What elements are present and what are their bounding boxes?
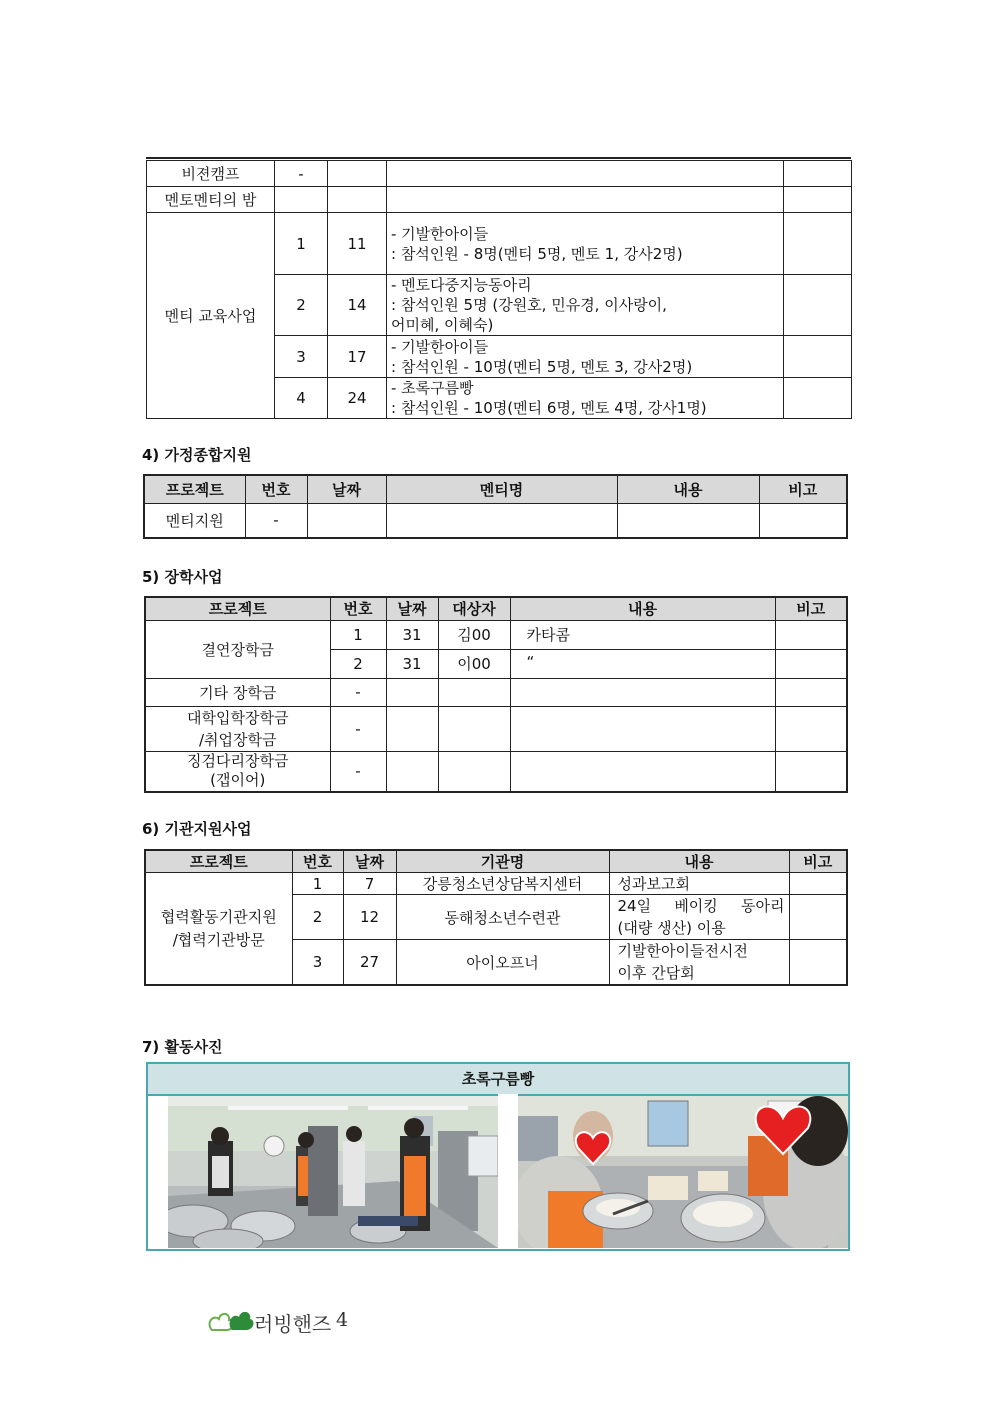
project-cell [145, 873, 292, 986]
note-cell [789, 873, 847, 895]
note-cell [789, 940, 847, 986]
num-cell: - [330, 706, 386, 751]
content-cell [617, 503, 759, 538]
content-cell [387, 336, 784, 378]
section-title: 5) 장학사업 [142, 568, 223, 586]
org-cell: 아이오프너 [396, 940, 609, 986]
project-line: (갭이어) [210, 771, 266, 790]
date-cell [307, 503, 386, 538]
num-cell: 1 [292, 873, 343, 895]
page-number: 4 [336, 1309, 349, 1331]
note-cell [775, 706, 847, 751]
num-cell: 1 [330, 620, 386, 649]
column-header: 프로젝트 [145, 850, 292, 873]
project-line: 협력활동기관지원 [160, 907, 277, 926]
date-cell: 27 [343, 940, 396, 986]
column-header: 내용 [510, 597, 775, 620]
note-cell [775, 751, 847, 792]
date-cell: 11 [328, 213, 387, 275]
column-header: 날짜 [307, 475, 386, 503]
content-cell [387, 161, 784, 187]
content-cell [609, 940, 789, 986]
content-line: : 참석인원 - 10명(멘티 5명, 멘토 3, 강사2명) [391, 357, 693, 376]
date-cell: 31 [386, 620, 438, 649]
date-cell [386, 678, 438, 706]
content-line: : 참석인원 - 8명(멘티 5명, 멘토 1, 강사2명) [391, 244, 683, 263]
table-row [145, 706, 847, 751]
content-cell [387, 378, 784, 419]
num-cell: - [245, 503, 307, 538]
date-cell: 17 [328, 336, 387, 378]
family-support-table [143, 474, 848, 539]
note-cell [775, 620, 847, 649]
target-cell [438, 706, 510, 751]
content-line: 기발한아이들전시전 [617, 942, 748, 960]
project-line: /협력기관방문 [172, 930, 265, 949]
content-line: - 기발한아이들 [391, 337, 489, 356]
table-row [147, 161, 852, 187]
table-header-row [145, 597, 847, 620]
table-header-row [144, 475, 847, 503]
project-cell [145, 751, 330, 792]
note-cell [784, 336, 852, 378]
table-row [145, 620, 847, 649]
institution-support-table [144, 849, 848, 986]
note-cell [784, 187, 852, 213]
content-line: : 참석인원 5명 (강원호, 민유경, 이사랑이, [391, 296, 667, 314]
date-cell: 24 [328, 378, 387, 419]
project-cell: 멘티지원 [144, 503, 245, 538]
table-row [147, 213, 852, 275]
footer-brand: 러빙핸즈 [254, 1312, 332, 1336]
column-header: 비고 [775, 597, 847, 620]
num-cell: - [330, 751, 386, 792]
note-cell [775, 678, 847, 706]
org-cell: 동해청소년수련관 [396, 895, 609, 940]
content-cell [387, 213, 784, 275]
column-header: 번호 [245, 475, 307, 503]
column-header: 내용 [617, 475, 759, 503]
date-cell: 14 [328, 275, 387, 336]
column-header: 날짜 [386, 597, 438, 620]
program-table [146, 160, 852, 419]
project-line: /취업장학금 [198, 730, 277, 749]
column-header: 멘티명 [386, 475, 617, 503]
org-cell: 강릉청소년상담복지센터 [396, 873, 609, 895]
content-cell: 카타콤 [510, 620, 775, 649]
project-cell: 멘티 교육사업 [147, 213, 275, 419]
column-header: 비고 [789, 850, 847, 873]
note-cell [784, 161, 852, 187]
column-header: 프로젝트 [144, 475, 245, 503]
column-header: 프로젝트 [145, 597, 330, 620]
column-header: 번호 [330, 597, 386, 620]
photo-divider [498, 1094, 518, 1249]
content-line: 이후 간담회 [617, 964, 695, 982]
table1-top-rule [146, 157, 851, 159]
project-cell [145, 706, 330, 751]
date-cell [386, 706, 438, 751]
target-cell [438, 751, 510, 792]
content-cell [387, 187, 784, 213]
content-line: - 멘토다중지능동아리 [391, 276, 532, 294]
note-cell [789, 895, 847, 940]
num-cell: - [275, 161, 328, 187]
section-title: 7) 활동사진 [142, 1038, 223, 1056]
table-row [144, 503, 847, 538]
content-line: 24일 베이킹 동아리 [617, 897, 785, 915]
note-cell [784, 275, 852, 336]
content-cell: “ [510, 649, 775, 678]
num-cell: 2 [292, 895, 343, 940]
project-cell: 비젼캠프 [147, 161, 275, 187]
num-cell: - [330, 678, 386, 706]
num-cell: 4 [275, 378, 328, 419]
photo-header: 초록구름빵 [148, 1064, 848, 1096]
date-cell: 12 [343, 895, 396, 940]
target-cell [438, 678, 510, 706]
content-line: - 초록구름빵 [391, 379, 474, 397]
note-cell [759, 503, 847, 538]
content-cell [510, 751, 775, 792]
table-header-row [145, 850, 847, 873]
target-cell: 이00 [438, 649, 510, 678]
column-header: 기관명 [396, 850, 609, 873]
activity-photo-2 [518, 1096, 848, 1248]
column-header: 내용 [609, 850, 789, 873]
table-row [145, 678, 847, 706]
table-row [145, 873, 847, 895]
date-cell [386, 751, 438, 792]
section-title: 6) 기관지원사업 [142, 820, 252, 838]
project-cell: 멘토멘티의 밤 [147, 187, 275, 213]
content-line: 어미혜, 이혜숙) [391, 316, 494, 334]
content-line: - 기발한아이들 [391, 224, 489, 243]
target-cell: 김00 [438, 620, 510, 649]
note-cell [775, 649, 847, 678]
project-line: 대학입학장학금 [187, 708, 289, 727]
num-cell: 3 [275, 336, 328, 378]
num-cell: 2 [330, 649, 386, 678]
column-header: 번호 [292, 850, 343, 873]
activity-photo-1 [168, 1096, 498, 1248]
num-cell [275, 187, 328, 213]
num-cell: 1 [275, 213, 328, 275]
content-cell [387, 275, 784, 336]
note-cell [784, 213, 852, 275]
content-cell [510, 706, 775, 751]
content-line: : 참석인원 - 10명(멘티 6명, 멘토 4명, 강사1명) [391, 399, 707, 417]
content-cell [609, 895, 789, 940]
section-title: 4) 가정종합지원 [142, 446, 252, 464]
project-line: 징검다리장학금 [187, 752, 289, 771]
project-cell: 기타 장학금 [145, 678, 330, 706]
content-line: (대량 생산) 이용 [617, 919, 726, 937]
activity-photo-box [146, 1062, 850, 1251]
scholarship-table [144, 596, 848, 793]
column-header: 비고 [759, 475, 847, 503]
content-cell [510, 678, 775, 706]
column-header: 대상자 [438, 597, 510, 620]
note-cell [784, 378, 852, 419]
mentee-cell [386, 503, 617, 538]
num-cell: 2 [275, 275, 328, 336]
table-row [145, 751, 847, 792]
date-cell: 31 [386, 649, 438, 678]
table-row [147, 187, 852, 213]
date-cell: 7 [343, 873, 396, 895]
project-cell: 결연장학금 [145, 620, 330, 678]
column-header: 날짜 [343, 850, 396, 873]
date-cell [328, 161, 387, 187]
num-cell: 3 [292, 940, 343, 986]
content-cell [609, 873, 789, 895]
content-line: 성과보고회 [617, 874, 690, 893]
clover-hands-logo-icon [208, 1306, 254, 1334]
date-cell [328, 187, 387, 213]
